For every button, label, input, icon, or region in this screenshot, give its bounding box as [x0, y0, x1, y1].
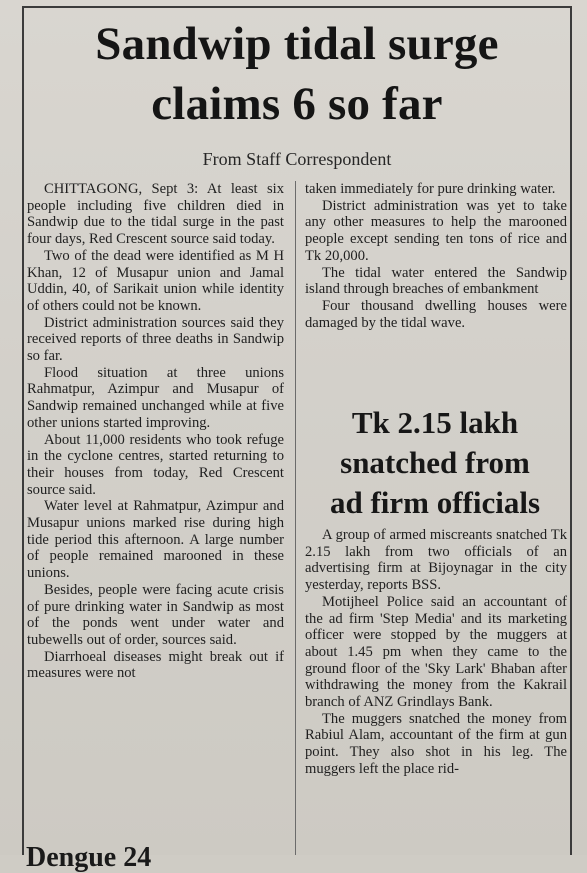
- paragraph: Motijheel Police said an accountant of the ad firm 'Step Media' and its marketing officer were stopped by the muggers at about 1.45 pm when they came to the ground floor of the 'Sky Lark' Bhaban after withdrawing the money from the Kakrail branch of ANZ Grindlays Bank.: [305, 593, 567, 711]
- paragraph: A group of armed miscreants snatched Tk 2.15 lakh from two officials of an advertising firm at Bijoynagar in the city yesterday, reports BSS.: [305, 527, 567, 594]
- paragraph: Four thousand dwelling houses were damaged by the tidal wave.: [305, 297, 567, 331]
- paragraph: Two of the dead were identified as M H Khan, 12 of Musapur union and Jamal Uddin, 40, of Sarikait union while identity of others could not be known.: [27, 247, 284, 314]
- right-column-top: [305, 181, 567, 331]
- top-border-rule: [22, 6, 572, 8]
- paragraph: District administration was yet to take any other measures to help the marooned people except sending ten tons of rice and Tk 20,000.: [305, 197, 567, 264]
- second-article-headline: [300, 403, 570, 523]
- headline-line-1: Sandwip tidal surge: [95, 18, 499, 70]
- paragraph: Besides, people were facing acute crisis of pure drinking water in Sandwip as most of the ponds went under water and tubewells out of order, sources said.: [27, 581, 284, 648]
- sub-headline-line-2: snatched from: [340, 445, 530, 480]
- next-headline-cutoff: [26, 842, 176, 873]
- article-headline: [24, 14, 570, 134]
- paragraph: The muggers snatched the money from Rabiul Alam, accountant of the firm at gun point. They also shot in his leg. The muggers left the place rid-: [305, 710, 567, 777]
- byline: From Staff Correspondent: [202, 149, 392, 169]
- column-divider-rule: [295, 181, 296, 855]
- left-column: [27, 181, 284, 682]
- right-border-rule: [570, 6, 572, 855]
- paragraph: Flood situation at three unions Rahmatpur, Azimpur and Musapur of Sandwip remained unchanged while at five other unions started improving.: [27, 364, 284, 431]
- right-column-bottom: [305, 527, 567, 778]
- paragraph: About 11,000 residents who took refuge in the cyclone centres, started returning to their houses from today, Red Crescent source said.: [27, 431, 284, 498]
- paragraph: CHITTAGONG, Sept 3: At least six people including five children died in Sandwip due to the tidal surge in the past four days, Red Crescent source said today.: [27, 181, 284, 248]
- paragraph: Water level at Rahmatpur, Azimpur and Musapur unions marked rise during high tide period this afternoon. A large number of people remained marooned in these unions.: [27, 498, 284, 582]
- cutoff-headline-text: Dengue 24: [26, 842, 152, 873]
- paragraph: taken immediately for pure drinking water.: [305, 181, 556, 197]
- paragraph: The tidal water entered the Sandwip island through breaches of embankment: [305, 264, 567, 298]
- sub-headline-line-1: Tk 2.15 lakh: [351, 405, 519, 440]
- paragraph: District administration sources said they received reports of three deaths in Sandwip so far.: [27, 314, 284, 365]
- paragraph: Diarrhoeal diseases might break out if measures were not: [27, 648, 284, 682]
- headline-line-2: claims 6 so far: [151, 78, 443, 130]
- sub-headline-line-3: ad firm officials: [329, 485, 541, 520]
